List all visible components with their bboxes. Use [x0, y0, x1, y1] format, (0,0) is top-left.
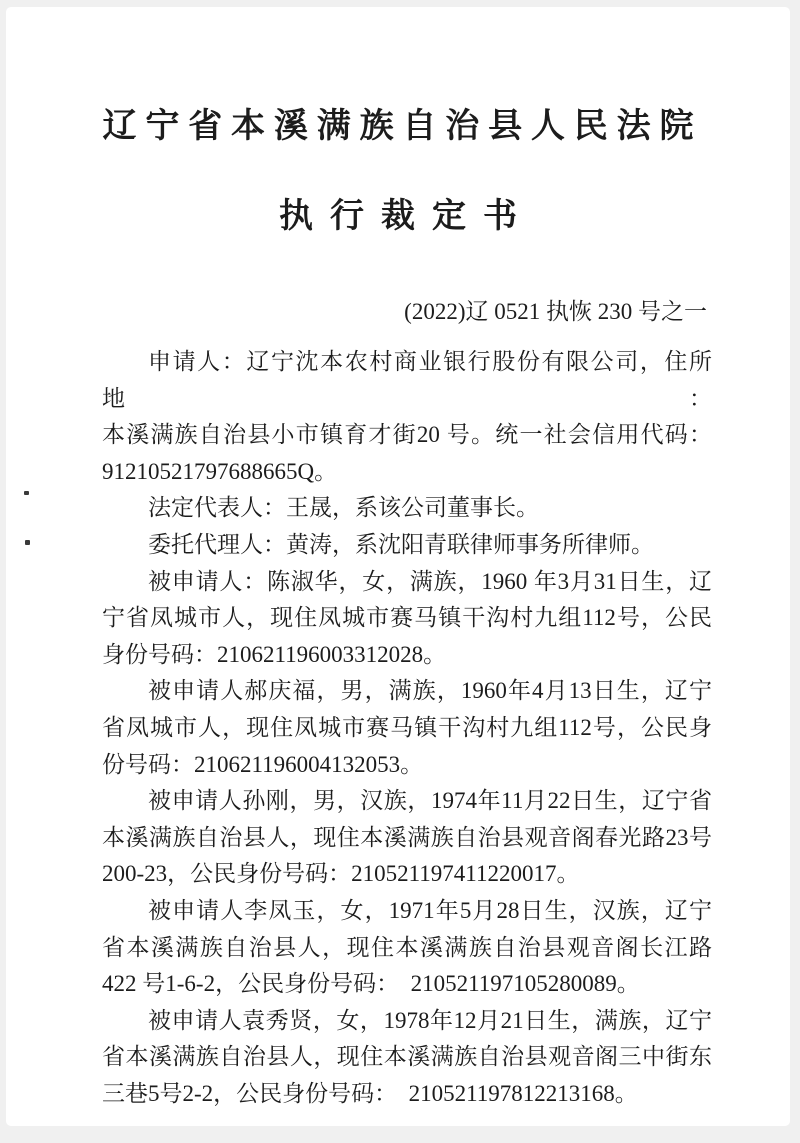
text-line: 份号码：210621196004132053。	[102, 751, 424, 777]
text-line: 被申请人袁秀贤，女，1978年12月21日生，满族，辽宁	[148, 1007, 712, 1033]
scan-speck	[25, 540, 30, 545]
text-line: 身份号码：210621196003312028。	[102, 641, 447, 667]
text-line: 省凤城市人，现住凤城市赛马镇干沟村九组112号，公民身	[102, 714, 712, 740]
paragraph-respondent-1	[102, 564, 712, 674]
text-line: 被申请人李凤玉，女，1971年5月28日生，汉族，辽宁	[148, 897, 712, 923]
paragraph-respondent-5	[102, 1003, 712, 1113]
paragraph-respondent-2	[102, 673, 712, 783]
text-line: 91210521797688665Q。	[102, 458, 338, 484]
text-line: 本溪满族自治县小市镇育才街20 号。统一社会信用代码：	[102, 422, 712, 448]
document-body	[102, 344, 712, 1112]
text-line: 宁省凤城市人，现住凤城市赛马镇干沟村九组112号，公民	[102, 605, 712, 631]
document-title: 执行裁定书	[279, 198, 534, 235]
case-number: (2022)辽 0521 执恢 230 号之一	[404, 299, 707, 324]
text-line: 422 号1-6-2，公民身份号码： 210521197105280089。	[102, 971, 640, 997]
text-line: 委托代理人：黄涛，系沈阳青联律师事务所律师。	[148, 531, 654, 557]
text-line: 省本溪满族自治县人，现住本溪满族自治县观音阁长江路	[102, 934, 712, 960]
paragraph-respondent-3	[102, 783, 712, 893]
text-line: 被申请人郝庆福，男，满族，1960年4月13日生，辽宁	[148, 678, 712, 704]
text-line: 法定代表人：王晟，系该公司董事长。	[148, 495, 539, 521]
paragraph-respondent-4	[102, 893, 712, 1003]
text-line: 省本溪满族自治县人，现住本溪满族自治县观音阁三中街东	[102, 1044, 712, 1070]
text-line: 本溪满族自治县人，现住本溪满族自治县观音阁春光路23号	[102, 824, 712, 850]
text-line: 被申请人孙刚，男，汉族，1974年11月22日生，辽宁省	[148, 788, 712, 814]
text-line: 三巷5号2-2，公民身份号码： 210521197812213168。	[102, 1080, 638, 1106]
paragraph-entrusted-agent	[102, 527, 712, 564]
document-page	[6, 7, 790, 1126]
scan-speck	[24, 491, 29, 495]
text-line: 被申请人：陈淑华，女，满族，1960 年3月31日生，辽	[148, 568, 712, 594]
court-name: 辽宁省本溪满族自治县人民法院	[102, 108, 703, 145]
text-line: 200-23，公民身份号码：210521197411220017。	[102, 861, 580, 887]
paragraph-applicant	[102, 344, 712, 490]
paragraph-legal-representative	[102, 490, 712, 527]
text-line: 申请人：辽宁沈本农村商业银行股份有限公司，住所地：	[102, 349, 712, 411]
